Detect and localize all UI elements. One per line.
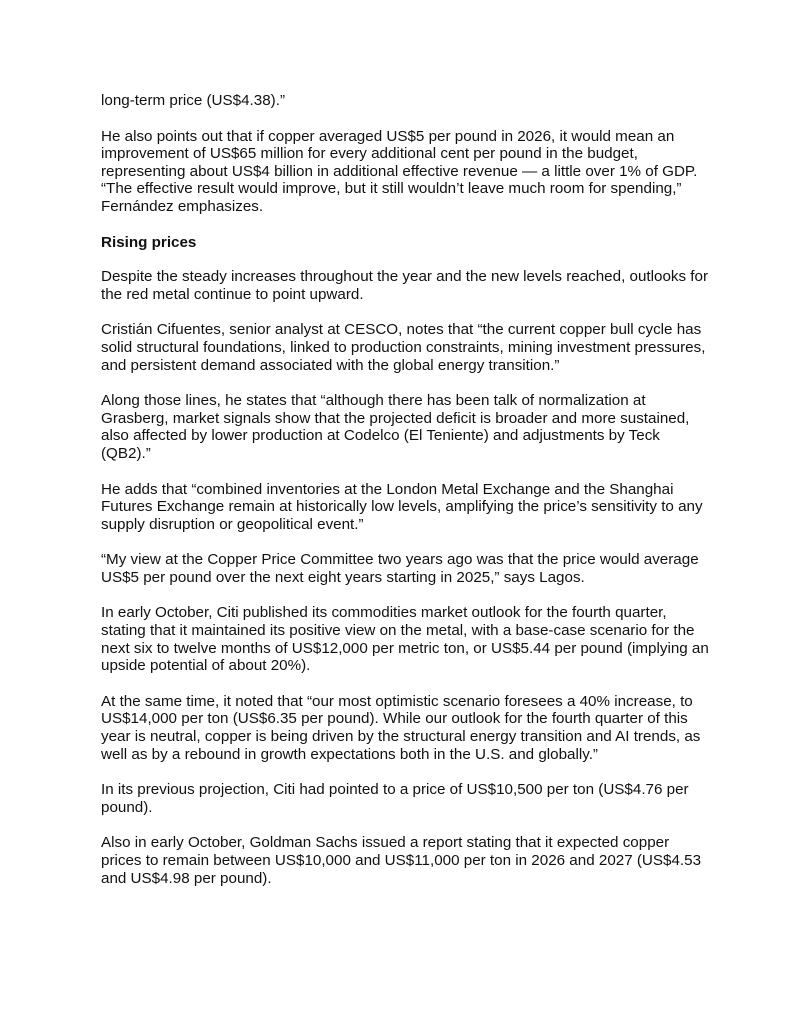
paragraph-citi-outlook: In early October, Citi published its commodities market outlook for the fourth quarter, stating that it maintained its positive view on the metal, with a base-case scenario for the next six to twelve months of US$12,000 per metric ton, or US$5.44 per pound (implying an upside potential of about 20%).	[101, 604, 709, 675]
paragraph-inventories: He adds that “combined inventories at the London Metal Exchange and the Shanghai Futures Exchange remain at historically low levels, amplifying the price’s sensitivity to any supply disruption or geopolitical event.”	[101, 480, 703, 533]
paragraph-grasberg-deficit: Along those lines, he states that “although there has been talk of normalization at Grasberg, market signals show that the projected deficit is broader and more sustained, also affected by lower production at Codelco (El Teniente) and adjustments by Teck (QB2).”	[101, 392, 690, 462]
document-page	[101, 92, 711, 905]
paragraph-cifuentes-quote: Cristián Cifuentes, senior analyst at CESCO, notes that “the current copper bull cycle has solid structural foundations, linked to production constraints, mining investment pressures, and persistent demand associated with the global energy transition.”	[101, 321, 706, 374]
section-heading-rising-prices: Rising prices	[101, 233, 197, 251]
paragraph-fernandez-quote: “The effective result would improve, but it still wouldn’t leave much room for spending,” Fernández emphasizes.	[101, 180, 682, 215]
paragraph-copper-budget-impact: He also points out that if copper averaged US$5 per pound in 2026, it would mean an improvement of US$65 million for every additional cent per pound in the budget, representing about US$4 billion in additional effective revenue — a little over 1% of GDP.	[101, 127, 698, 180]
paragraph-lagos-quote: “My view at the Copper Price Committee two years ago was that the price would average US$5 per pound over the next eight years starting in 2025,” says Lagos.	[101, 551, 699, 586]
paragraph-long-term-price: long-term price (US$4.38).”	[101, 92, 286, 109]
paragraph-outlook-upward: Despite the steady increases throughout the year and the new levels reached, outlooks for the red metal continue to point upward.	[101, 268, 709, 303]
paragraph-goldman-sachs: Also in early October, Goldman Sachs issued a report stating that it expected copper prices to remain between US$10,000 and US$11,000 per ton in 2026 and 2027 (US$4.53 and US$4.98 per pound).	[101, 834, 702, 887]
paragraph-citi-optimistic: At the same time, it noted that “our most optimistic scenario foresees a 40% increase, to US$14,000 per ton (US$6.35 per pound). While our outlook for the fourth quarter of this year is neutral, copper is being driven by the structural energy transition and AI trends, as well as by a rebound in growth expectations both in the U.S. and globally.”	[101, 692, 701, 763]
paragraph-citi-previous: In its previous projection, Citi had pointed to a price of US$10,500 per ton (US$4.76 per pound).	[101, 781, 689, 816]
